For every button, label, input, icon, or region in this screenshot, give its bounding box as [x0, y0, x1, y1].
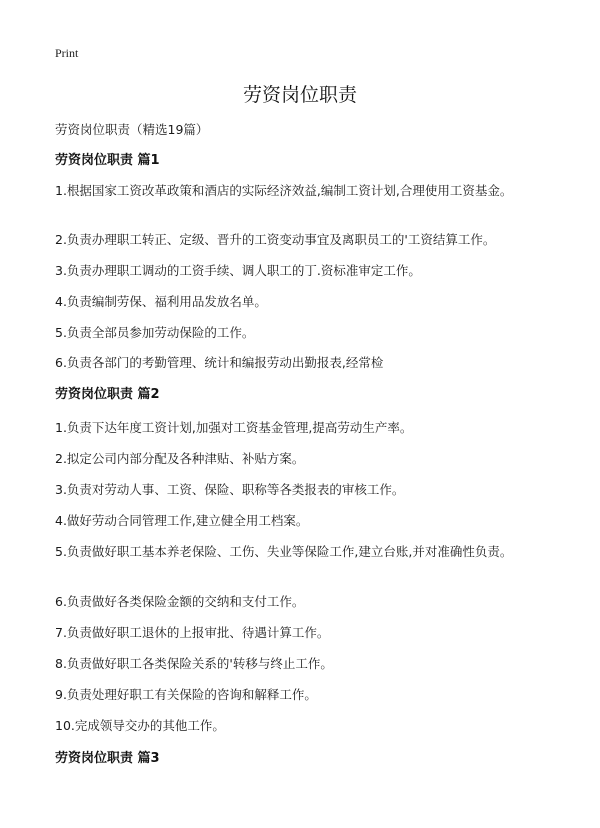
list-item: 3.负责办理职工调动的工资手续、调人职工的丁.资标准审定工作。 [55, 263, 421, 278]
document-title: 劳资岗位职责 [242, 84, 357, 106]
document-subtitle: 劳资岗位职责（精选19篇） [55, 122, 209, 137]
list-item: 5.负责全部员参加劳动保险的工作。 [55, 325, 255, 340]
list-item: 3.负责对劳动人事、工资、保险、职称等各类报表的审核工作。 [55, 482, 405, 497]
list-item: 1.根据国家工资改革政策和酒店的实际经济效益,编制工资计划,合理使用工资基金。 [55, 183, 513, 198]
section-heading: 劳资岗位职责 篇3 [55, 751, 160, 766]
list-item: 5.负责做好职工基本养老保险、工伤、失业等保险工作,建立台账,并对准确性负责。 [55, 544, 513, 559]
list-item: 8.负责做好职工各类保险关系的'转移与终止工作。 [55, 656, 333, 671]
section-heading: 劳资岗位职责 篇2 [55, 387, 160, 402]
list-item: 2.拟定公司内部分配及各种津贴、补贴方案。 [55, 451, 305, 466]
list-item: 9.负责处理好职工有关保险的咨询和解释工作。 [55, 687, 317, 702]
list-item: 2.负责办理职工转正、定级、晋升的工资变动事宜及离职员工的'工资结算工作。 [55, 232, 496, 247]
print-label[interactable]: Print [55, 46, 79, 60]
list-item: 6.负责做好各类保险金额的交纳和支付工作。 [55, 594, 305, 609]
list-item: 4.负责编制劳保、福利用品发放名单。 [55, 294, 267, 309]
list-item: 4.做好劳动合同管理工作,建立健全用工档案。 [55, 513, 309, 528]
list-item: 7.负责做好职工退休的上报审批、待遇计算工作。 [55, 625, 330, 640]
section-heading: 劳资岗位职责 篇1 [55, 153, 160, 168]
list-item: 6.负责各部门的考勤管理、统计和编报劳动出勤报表,经常检 [55, 355, 384, 370]
list-item: 10.完成领导交办的其他工作。 [55, 718, 225, 733]
list-item: 1.负责下达年度工资计划,加强对工资基金管理,提高劳动生产率。 [55, 420, 413, 435]
